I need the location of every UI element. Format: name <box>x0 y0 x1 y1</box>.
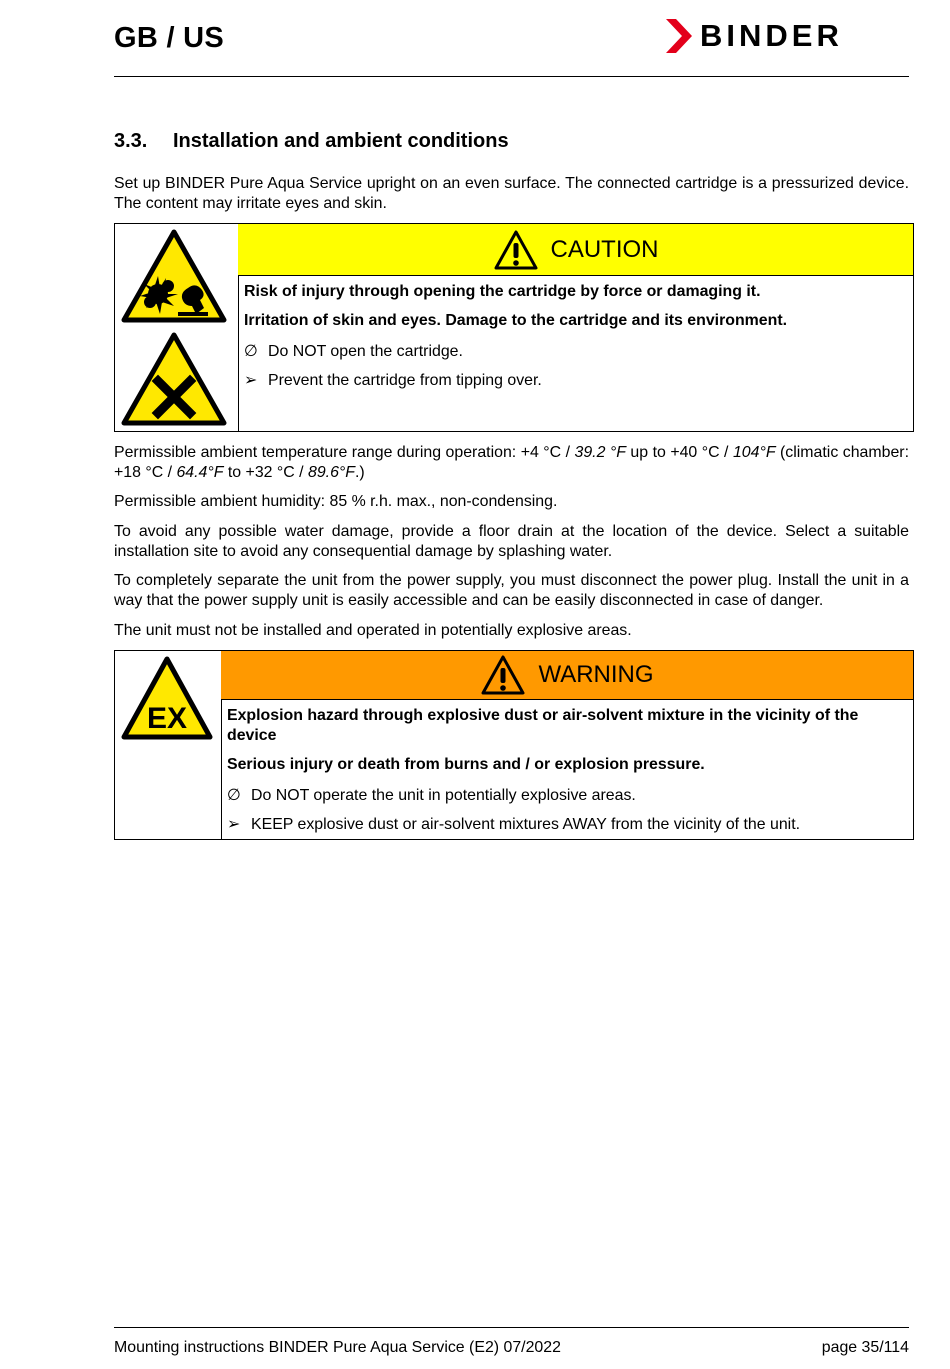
caution-box <box>114 223 914 432</box>
warning-item-text: KEEP explosive dust or air-solvent mixtures AWAY from the vicinity of the unit. <box>251 816 801 833</box>
temp-fahrenheit: 64.4°F <box>176 464 224 481</box>
warning-text <box>221 706 913 835</box>
warning-triangle-icon <box>493 229 539 271</box>
warning-consequence-line: Serious injury or death from burns and / or explosion pressure. <box>227 756 705 773</box>
power-supply-paragraph: To completely separate the unit from the power supply, you must disconnect the power plug. Install the unit in a way that the power supply unit is easily accessible and can be easily disconnected in case of danger. <box>114 572 909 609</box>
temp-text: to +32 °C / <box>223 464 308 481</box>
arrowhead-bullet-icon: ➢ <box>244 372 258 389</box>
prohibition-symbol-icon: ∅ <box>244 343 258 360</box>
caution-label: CAUTION <box>550 235 659 263</box>
intro-paragraph: Set up BINDER Pure Aqua Service upright on an even surface. The connected cartridge is a pressurized device. The content may irritate eyes and skin. <box>114 175 909 212</box>
caution-icon-column <box>115 224 239 431</box>
caution-item-text: Prevent the cartridge from tipping over. <box>268 372 542 389</box>
caution-risk-line: Risk of injury through opening the cartridge by force or damaging it. <box>244 283 761 300</box>
caution-item-text: Do NOT open the cartridge. <box>268 343 463 360</box>
prohibition-symbol-icon: ∅ <box>227 787 241 804</box>
temp-fahrenheit: 39.2 °F <box>574 444 626 461</box>
section-heading <box>114 130 509 153</box>
warning-banner <box>221 651 913 700</box>
temp-text: (climatic chamber: +18 °C / <box>114 444 909 481</box>
warning-item-text: Do NOT operate the unit in potentially explosive areas. <box>251 787 636 804</box>
caution-text <box>238 282 913 391</box>
explosion-hazard-icon <box>120 228 228 324</box>
temp-fahrenheit: 89.6°F <box>307 464 355 481</box>
ex-icon-text: EX <box>146 702 188 735</box>
binder-logo-arrow-icon <box>664 18 694 54</box>
temperature-paragraph <box>114 443 909 483</box>
humidity-paragraph: Permissible ambient humidity: 85 % r.h. max., non-condensing. <box>114 493 558 510</box>
temp-fahrenheit: 104°F <box>732 444 776 461</box>
ex-explosive-atmosphere-icon <box>120 655 214 741</box>
warning-box <box>114 650 914 840</box>
binder-logo-wordmark: BINDER <box>700 18 843 53</box>
warning-hazard-line: Explosion hazard through explosive dust or air-solvent mixture in the vicinity of the device <box>227 707 859 744</box>
temp-text: Permissible ambient temperature range during operation: +4 °C / <box>114 444 575 461</box>
floor-drain-paragraph: To avoid any possible water damage, provide a floor drain at the location of the device. Select a suitable installation site to avoid any consequential damage by splashing water. <box>114 523 909 560</box>
caution-consequence-line: Irritation of skin and eyes. Damage to the cartridge and its environment. <box>244 312 788 329</box>
section-number: 3.3. <box>114 130 148 152</box>
temp-text: up to +40 °C / <box>625 444 733 461</box>
irritant-hazard-icon <box>120 331 228 427</box>
temp-text: .) <box>354 464 365 481</box>
caution-list-item <box>238 371 913 391</box>
warning-list-item <box>221 786 913 806</box>
footer-rule <box>114 1327 909 1328</box>
warning-icon-column <box>115 651 222 839</box>
binder-logo <box>664 18 909 54</box>
caution-list-item <box>238 342 913 362</box>
section-title: Installation and ambient conditions <box>173 130 509 152</box>
explosive-areas-paragraph: The unit must not be installed and operated in potentially explosive areas. <box>114 622 632 639</box>
footer-document-title: Mounting instructions BINDER Pure Aqua Service (E2) 07/2022 <box>114 1339 561 1356</box>
header-rule <box>114 76 909 77</box>
warning-label: WARNING <box>538 661 654 688</box>
arrowhead-bullet-icon: ➢ <box>227 816 241 833</box>
caution-banner <box>238 224 913 276</box>
warning-list-item <box>221 815 913 835</box>
warning-triangle-icon <box>480 654 526 696</box>
footer-page-number: page 35/114 <box>821 1339 909 1356</box>
document-language-title: GB / US <box>114 22 225 54</box>
